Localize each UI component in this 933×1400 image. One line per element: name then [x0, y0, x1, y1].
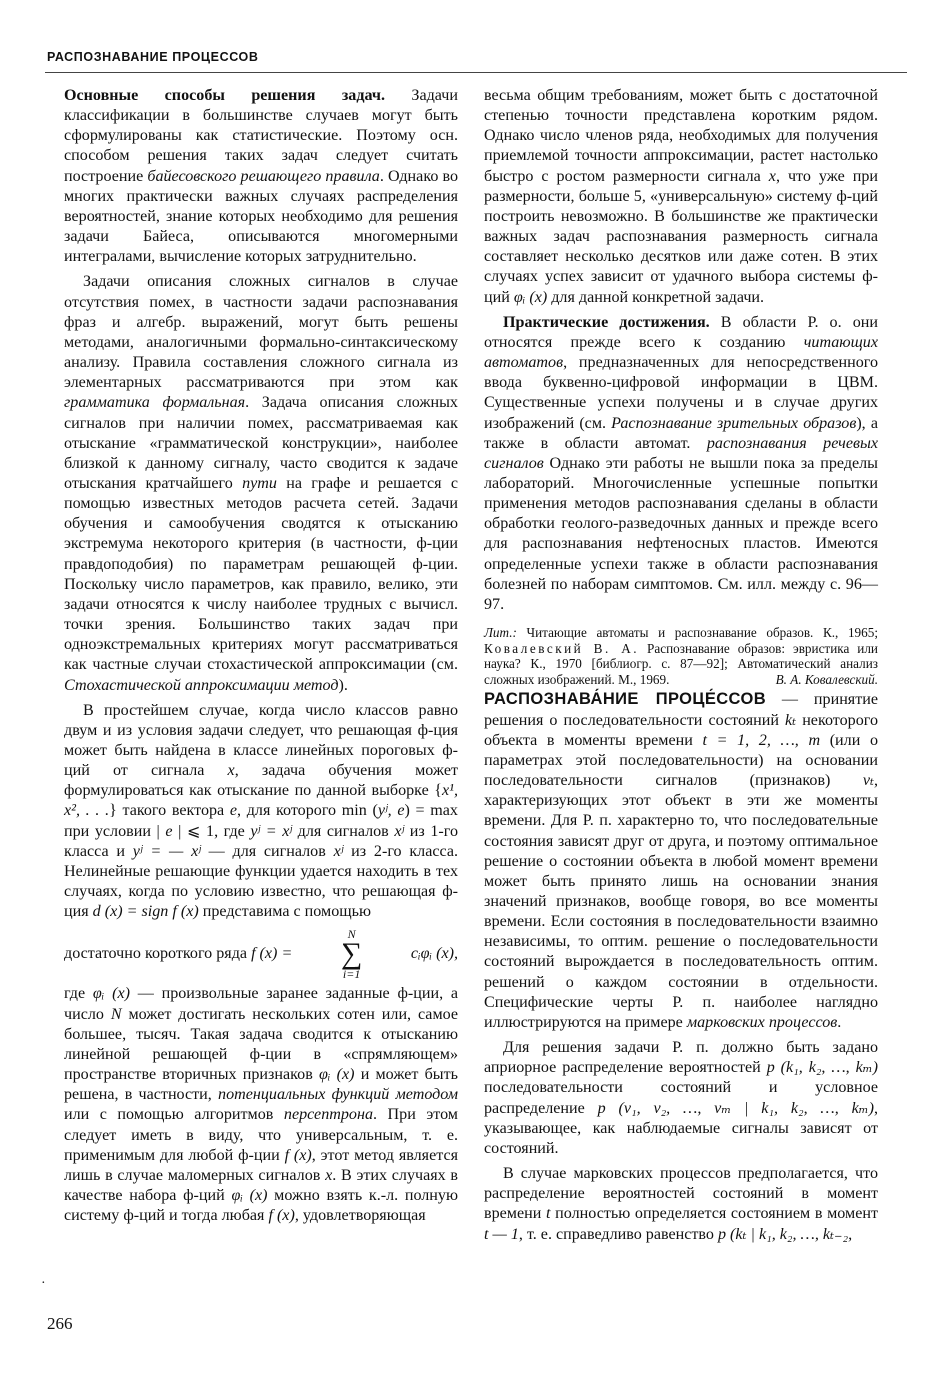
text-run: , указывающее, как наблюдаемые сигналы зависят от состояний.	[484, 1099, 878, 1157]
term-link: потенциальных функций методом	[218, 1086, 458, 1104]
text-run: — для сигналов	[200, 842, 334, 860]
math-run: p (k₁, k₂, …, kₘ)	[766, 1059, 878, 1077]
math-run: yʲ = — xʲ	[132, 842, 201, 860]
sum-lower-limit: i=1	[342, 967, 361, 982]
math-run: t = 1, 2, …, m	[702, 731, 821, 749]
text-run: , характеризующих этот объект в эти же моменты времени. Для Р. п. характерно то, что последовательные состояния зависят друг от друга, и поэтому оптимальное решение о состоянии объекта в любой момент времени может быть принято лишь на основании знания значений признаков, вообще говоря, во все моменты времени. Если состояния в последовательности взаимно независимы, то оптим. решение о последовательности состояний вырождается в последовательность оптим. решений о каждом состоянии в отдельности. Специфические черты Р. п. наиболее наглядно иллюстрируются на примере	[484, 772, 878, 1031]
bibliography-label: Лит.:	[484, 625, 517, 641]
text-run: — принятие решения о последовательности состояний	[484, 691, 879, 729]
running-head: РАСПОЗНАВАНИЕ ПРОЦЕССОВ	[47, 50, 259, 64]
text-run: , для которого min (	[237, 802, 378, 820]
text-run: полностью определяется состоянием в момент	[550, 1205, 878, 1223]
math-run: φᵢ (x)	[513, 288, 548, 306]
math-run: t	[546, 1205, 551, 1223]
paragraph-complex-signals	[64, 272, 458, 695]
text-run: или с помощью алгоритмов	[64, 1106, 284, 1124]
paragraph-continuation	[484, 86, 878, 308]
text-run: В простейшем случае, когда число классов равно двум и из условия задачи следует, что решающая ф-ция может быть найдена в классе линейных пороговых ф-ций от сигнала	[64, 701, 458, 780]
math-run: xʲ	[333, 842, 344, 860]
term-link: персептрона	[283, 1106, 373, 1124]
math-run: vₜ	[862, 772, 874, 790]
term-link: распознавания речевых сигналов	[484, 434, 878, 472]
text-run: , задача обучения может формулироваться как отыскание по данной выборке {	[64, 762, 458, 800]
paragraph-basis-functions	[64, 984, 458, 1226]
paragraph-solution-methods	[64, 86, 458, 267]
bibliography	[484, 625, 878, 687]
run-in-heading: Практические достижения.	[503, 313, 710, 331]
math-run: x	[768, 167, 776, 185]
text-run: — произвольные заранее заданные ф-ции, а число	[64, 985, 458, 1023]
math-run: f (x)	[268, 1207, 295, 1225]
bibliography-author: Ковалевский В. А.	[484, 640, 640, 656]
math-run: φᵢ (x)	[231, 1186, 268, 1204]
left-column	[64, 86, 458, 1226]
math-run: f (x)	[284, 1146, 312, 1164]
text-run: | ⩽ 1, где	[172, 822, 251, 840]
text-run: ), а также в области автомат.	[484, 414, 878, 452]
math-run: f (x) =	[251, 945, 293, 963]
text-run: . В этих случаях в качестве набора ф-ций	[64, 1166, 458, 1204]
term-link: грамматика формальная	[64, 394, 246, 412]
right-column	[484, 86, 878, 1245]
text-run: } такого вектора	[109, 802, 230, 820]
term-link: Распознавание зрительных образов	[611, 414, 857, 432]
math-run: e	[165, 822, 173, 840]
math-run: p (v₁, v₂, …, vₘ | k₁, k₂, …, kₘ)	[597, 1099, 874, 1117]
text-run: из 2-го класса. Нелинейные решающие функции удается находить в тех случаях, когда по условию известно, что решающая ф-ция	[64, 842, 458, 921]
series-terms: cᵢφᵢ (x),	[410, 945, 458, 963]
math-run: d (x) = sign f (x)	[92, 903, 199, 921]
text-run: можно взять к.-л. полную систему ф-ций и тогда любая	[64, 1186, 458, 1225]
math-run: φᵢ (x)	[92, 985, 130, 1003]
text-run: где	[64, 985, 93, 1003]
text-run: Для решения задачи Р. п. должно быть задано априорное распределение вероятностей	[484, 1039, 878, 1077]
text-run: . Однако во многих практически важных случаях распределения вероятностей, знание которых необходимо для решения задачи Байеса, описываются многомерными интегралами, вычисление которых затруднительно.	[64, 167, 458, 266]
author-signature: В. А. Ковалевский.	[775, 671, 878, 687]
math-run: N	[110, 1005, 122, 1023]
math-run: x	[227, 762, 235, 780]
text-run: Читающие автоматы и распознавание образов. К., 1965;	[516, 625, 878, 641]
text-run: ) = max при условии |	[64, 802, 458, 840]
text-run: из 1-го класса и	[64, 822, 458, 860]
math-run: p (kₜ | k₁, k₂, …, kₜ₋₂,	[717, 1225, 853, 1243]
text-run: и может быть решена, в частности,	[64, 1066, 458, 1104]
text-run: В случае марковских процессов предполагается, что распределение вероятностей состояний в момент времени	[484, 1165, 878, 1223]
sum-symbol	[341, 928, 362, 980]
math-run: kₜ	[785, 711, 797, 729]
text-run: Распознавание образов: эвристика или наука? К., 1970 [библиогр. с. 87—92]; Автоматический анализ сложных изображений. М., 1969.	[484, 640, 878, 687]
term-link: читающих автоматов	[484, 333, 878, 372]
sum-upper-limit: N	[347, 927, 356, 942]
text-run: последовательности состояний и условное распределение	[484, 1079, 878, 1117]
text-run: , что уже при размерности, больше 5, «универсальную» систему ф-ций построить невозможно. В большинстве же практически важных задач распознавания размерность сигнала составляет несколько десятков или даже сотен. В этих случаях успех зависит от удачного выбора системы ф-ций	[484, 167, 878, 306]
entry-title: РАСПОЗНАВА́НИЕ ПРОЦЕ́ССОВ	[484, 690, 767, 709]
run-in-heading: Основные способы решения задач.	[64, 87, 385, 104]
text-run: (или о параметрах этой последовательности) на основании последовательности сигналов (признаков)	[484, 731, 878, 790]
text-run: для сигналов	[292, 822, 395, 840]
term-link: пути	[242, 474, 277, 492]
text-run: В области Р. о. они относятся прежде всего к созданию	[484, 313, 878, 351]
paragraph-simplest-case	[64, 701, 458, 923]
stray-mark: ·	[41, 1276, 46, 1291]
text-run: достаточно короткого ряда	[64, 945, 252, 963]
term-link: марковских процессов	[686, 1013, 838, 1031]
text-run: , предназначенных для непосредственного ввода буквенно-цифровой информации в ЦВМ. Существенные успехи получены и в случае других изображений (см.	[484, 354, 878, 432]
series-formula	[64, 928, 458, 980]
math-run: xʲ	[394, 822, 405, 840]
term-link: байесовского решающего правила	[147, 167, 380, 185]
math-run: yʲ, e	[377, 802, 405, 820]
math-run: t — 1	[484, 1225, 519, 1243]
math-run: x	[325, 1166, 333, 1184]
paragraph-achievements	[484, 313, 878, 615]
math-run: e	[229, 802, 238, 820]
formula-lead	[64, 944, 292, 964]
math-run: yʲ = xʲ	[250, 822, 293, 840]
text-run: некоторого объекта в моменты времени	[484, 711, 878, 749]
term-link: Стохастической аппроксимации метод	[64, 676, 339, 694]
entry-process-recognition	[484, 689, 878, 1033]
header-rule	[45, 72, 907, 73]
text-run: на графе и решается с помощью известных методов расчета сетей. Задачи обучения и самообучения сводятся к отысканию экстремума некоторого критерия (в частности, ф-ции правдоподобия) по параметрам решающей ф-ции. Поскольку число параметров, как правило, велико, эти задачи относятся к числу наиболее трудных с вычисл. точки зрения. Большинство таких задач при одноэкстремальных критериях могут рассматриваться как частные случаи стохастической аппроксимации (см.	[64, 474, 458, 674]
text-run: Задачи описания сложных сигналов в случае отсутствия помех, в частности задачи распознавания фраз и алгебр. выражений, могут быть решены методами, аналогичными формально-синтаксическому анализу. Правила составления сложного сигнала из элементарных рассматриваются при этом как	[64, 273, 458, 392]
text-run: весьма общим требованиям, может быть с достаточной степенью точности представлена коротким рядом. Однако число членов ряда, необходимых для получения приемлемой точности аппроксимации, растет настолько быстро с ростом размерности сигнала	[484, 87, 878, 185]
text-run: , этот метод является лишь в случае маломерных сигналов	[64, 1146, 458, 1184]
text-run: может достигать нескольких сотен или, самое большее, тысяч. Такая задача сводится к отысканию линейной решающей ф-ции в «спрямляющем» пространстве вторичных признаков	[64, 1005, 459, 1084]
text-run: ).	[338, 676, 348, 694]
page-number: 266	[47, 1314, 73, 1333]
text-run: Задачи классификации в большинстве случаев могут быть сформулированы как статистические. Поэтому осн. способом решения таких задач следует считать построение	[64, 87, 458, 185]
math-run: x¹, x², . . .	[64, 782, 458, 820]
paragraph-distributions	[484, 1038, 878, 1159]
text-run: для данной конкретной задачи.	[547, 288, 765, 306]
text-run: Однако эти работы не вышли пока за пределы лабораторий. Многочисленные успешные попытки применения методов распознавания сделаны в области обработки геолого-разведочных данных и прежде всего для распознавания нефтеносных пластов. Имеются определенные успехи также в области распознавания болезней по наборам симптомов. См. илл. между с. 96—97.	[484, 454, 878, 613]
text-run: . При этом следует иметь в виду, что универсальным, т. е. применимым для любой ф-ции	[64, 1106, 458, 1164]
text-run: , удовлетворяющая	[294, 1207, 426, 1225]
sigma-glyph: ∑	[340, 937, 363, 971]
text-run: . Задача описания сложных сигналов при наличии помех, рассматриваемая как отыскание «грамматической конструкции», наиболее близкой к данному сигналу, часто сводится к задаче отыскания кратчайшего	[64, 394, 458, 492]
paragraph-markov	[484, 1164, 878, 1245]
text-run: , т. е. справедливо равенство	[518, 1225, 718, 1243]
math-run: φᵢ (x)	[319, 1066, 355, 1084]
text-run: представима с помощью	[198, 903, 371, 921]
text-run: .	[837, 1013, 842, 1031]
